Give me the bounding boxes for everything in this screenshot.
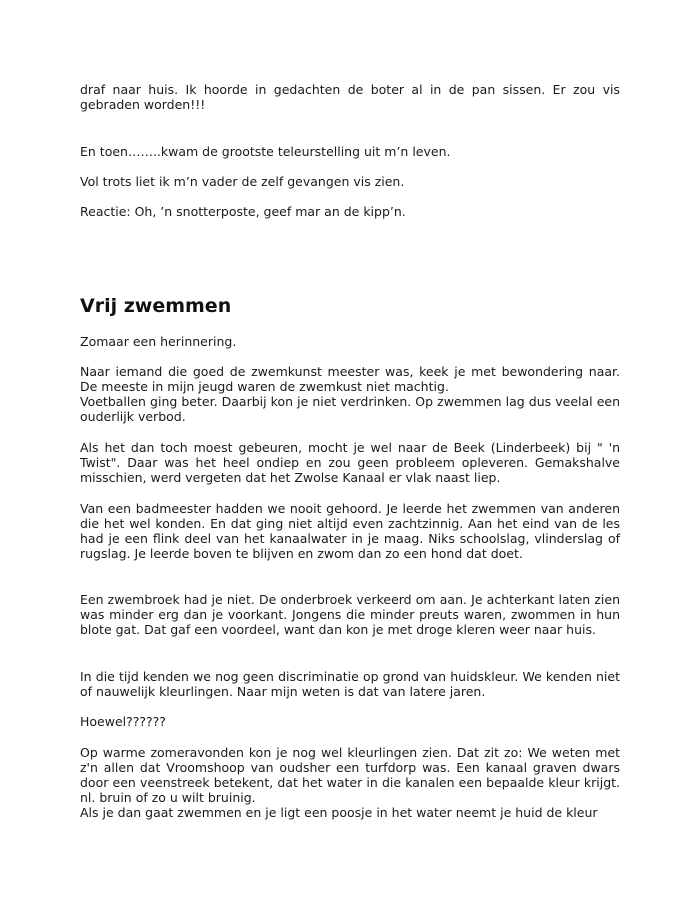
paragraph-reactie: Reactie: Oh, ’n snotterposte, geef mar an de kipp’n.	[80, 204, 406, 219]
paragraph-zwembroek: Een zwembroek had je niet. De onderbroek verkeerd om aan. Je achterkant laten zien was minder erg dan je voorkant. Jongens die minder preuts waren, zwommen in hun blote gat. Dat gaf een voordeel, want dan kon je met droge kleren weer naar huis.	[80, 592, 620, 637]
paragraph-hoewel: Hoewel??????	[80, 714, 166, 729]
paragraph-draf-naar-huis: draf naar huis. Ik hoorde in gedachten de boter al in de pan sissen. Er zou vis gebraden worden!!!	[80, 82, 620, 112]
paragraph-zomaar: Zomaar een herinnering.	[80, 334, 237, 349]
paragraph-badmeester: Van een badmeester hadden we nooit gehoord. Je leerde het zwemmen van anderen die het wel konden. En dat ging niet altijd even zachtzinnig. Aan het eind van de les had je een flink deel van het kanaalwater in je maag. Niks schoolslag, vlinderslag of rugslag. Je leerde boven te blijven en zwom dan zo een hond dat doet.	[80, 501, 620, 561]
paragraph-vol-trots: Vol trots liet ik m’n vader de zelf gevangen vis zien.	[80, 174, 405, 189]
section-title: Vrij zwemmen	[80, 295, 232, 317]
paragraph-zwemkunst: Naar iemand die goed de zwemkunst meester was, keek je met bewondering naar. De meeste in mijn jeugd waren de zwemkust niet machtig. Voetballen ging beter. Daarbij kon je niet verdrinken. Op zwemmen lag dus veelal een ouderlijk verbod.	[80, 364, 620, 424]
paragraph-linderbeek: Als het dan toch moest gebeuren, mocht je wel naar de Beek (Linderbeek) bij " 'n Twist". Daar was het heel ondiep en zou geen probleem opleveren. Gemakshalve misschien, werd vergeten dat het Zwolse Kanaal er vlak naast liep.	[80, 440, 620, 485]
paragraph-en-toen: En toen……..kwam de grootste teleurstelling uit m’n leven.	[80, 144, 451, 159]
paragraph-zomeravonden: Op warme zomeravonden kon je nog wel kleurlingen zien. Dat zit zo: We weten met z'n allen dat Vroomshoop van oudsher een turfdorp was. Een kanaal graven dwars door een veenstreek betekent, dat het water in die kanalen een bepaalde kleur krijgt. nl. bruin of zo u wilt bruinig. Als je dan gaat zwemmen en je ligt een poosje in het water neemt je huid de kleur	[80, 745, 620, 820]
paragraph-discriminatie: In die tijd kenden we nog geen discriminatie op grond van huidskleur. We kenden niet of nauwelijk kleurlingen. Naar mijn weten is dat van latere jaren.	[80, 669, 620, 699]
